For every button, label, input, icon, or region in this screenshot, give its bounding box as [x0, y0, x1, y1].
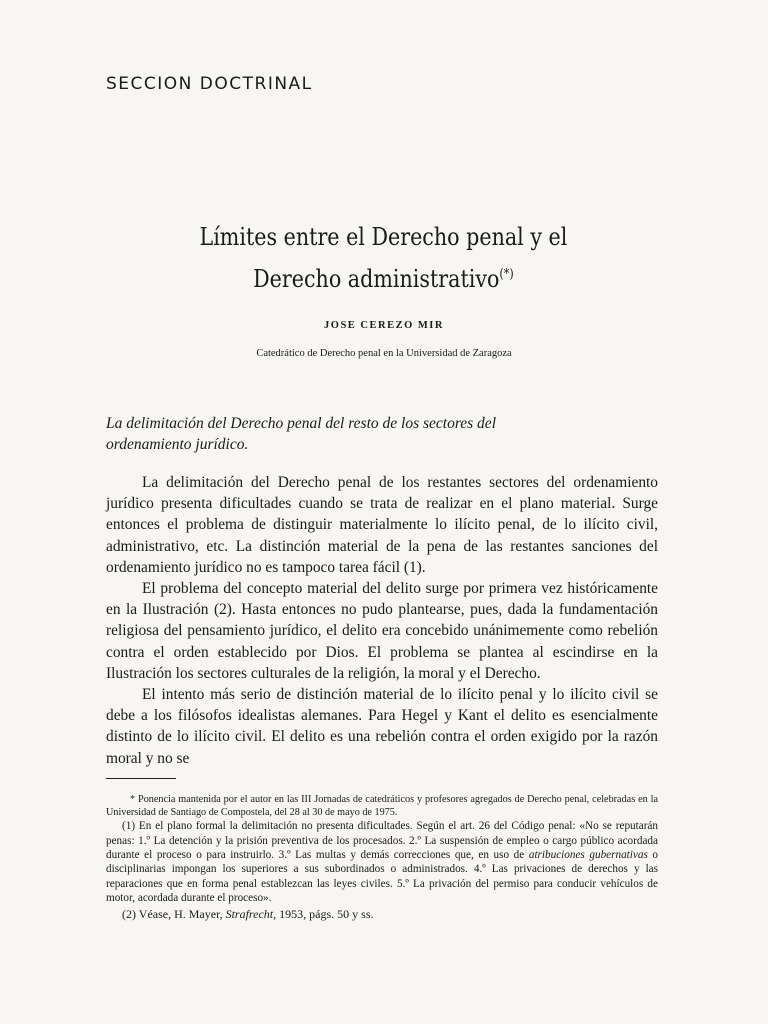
footnote-1-italic: atribuciones gubernativas	[528, 849, 648, 861]
footnotes	[106, 794, 658, 921]
title-footnote-mark: (*)	[499, 267, 514, 282]
article-title	[53, 218, 713, 298]
body-text	[106, 472, 658, 769]
section-subheading: La delimitación del Derecho penal del resto de los sectores del ordenamiento jurídico.	[106, 415, 496, 453]
author-affiliation: Catedrático de Derecho penal en la Universidad de Zaragoza	[256, 348, 512, 359]
body-paragraph: El problema del concepto material del delito surge por primera vez históricamente en la Ilustración (2). Hasta entonces no pudo plantearse, pues, dada la fundamentación religiosa del pensamiento jurídico, el delito era concebido unánimemente como rebelión contra el orden establecido por Dios. El problema se plantea al escindirse en la Ilustración los sectores culturales de la religión, la moral y el Derecho.	[106, 580, 658, 682]
body-paragraph: La delimitación del Derecho penal de los restantes sectores del ordenamiento jurídico presenta dificultades cuando se trata de realizar en el plano material. Surge entonces el problema de distinguir materialmente lo ilícito penal, de lo ilícito civil, administrativo, etc. La distinción material de la pena de las restantes sanciones del ordenamiento jurídico no es tampoco tarea fácil (1).	[106, 474, 658, 576]
body-paragraph: El intento más serio de distinción material de lo ilícito penal y lo ilícito civil se debe a los filósofos idealistas alemanes. Para Hegel y Kant el delito es esencialmente distinto de lo ilícito civil. El delito es una rebelión contra el orden exigido por la razón moral y no se	[106, 686, 658, 767]
footnote-1	[106, 819, 658, 905]
footnote-1-text-a: (1) En el plano formal la delimitación no presenta dificultades. Según el art. 26 del Código penal: «No se reputarán penas: 1.º La detención y la prisión preventiva de los procesados. 2.º La suspensión de empleo o cargo público acordada durante el proceso o para instruirlo. 3.º Las multas y demás correcciones que, en uso de	[106, 820, 658, 861]
footnote-star: * Ponencia mantenida por el autor en las III Jornadas de catedráticos y profesores agregados de Derecho penal, celebradas en la Universidad de Santiago de Compostela, del 28 al 30 de mayo de 1975.	[106, 794, 658, 818]
footnote-2-italic: Strafrecht,	[225, 906, 277, 921]
section-label: SECCION DOCTRINAL	[106, 74, 313, 94]
footnote-2-text-b: 1953, págs. 50 y ss.	[276, 906, 374, 921]
footnote-divider	[106, 778, 176, 779]
footnote-2-text-a: (2) Véase, H. Mayer,	[122, 906, 226, 921]
author-name: JOSE CEREZO MIR	[324, 320, 444, 331]
title-line-1: Límites entre el Derecho penal y el	[199, 223, 568, 251]
footnote-1-text-b: o disciplinarias impongan los superiores a sus subordinados o administrados. 4.º Las privaciones de derechos y las reparaciones que en forma penal establezcan las leyes civiles. 5.º La privación del permiso para conducir vehículos de motor, acordada durante el proceso».	[106, 849, 658, 905]
title-line-2: Derecho administrativo	[253, 265, 500, 293]
footnote-2	[106, 907, 658, 921]
